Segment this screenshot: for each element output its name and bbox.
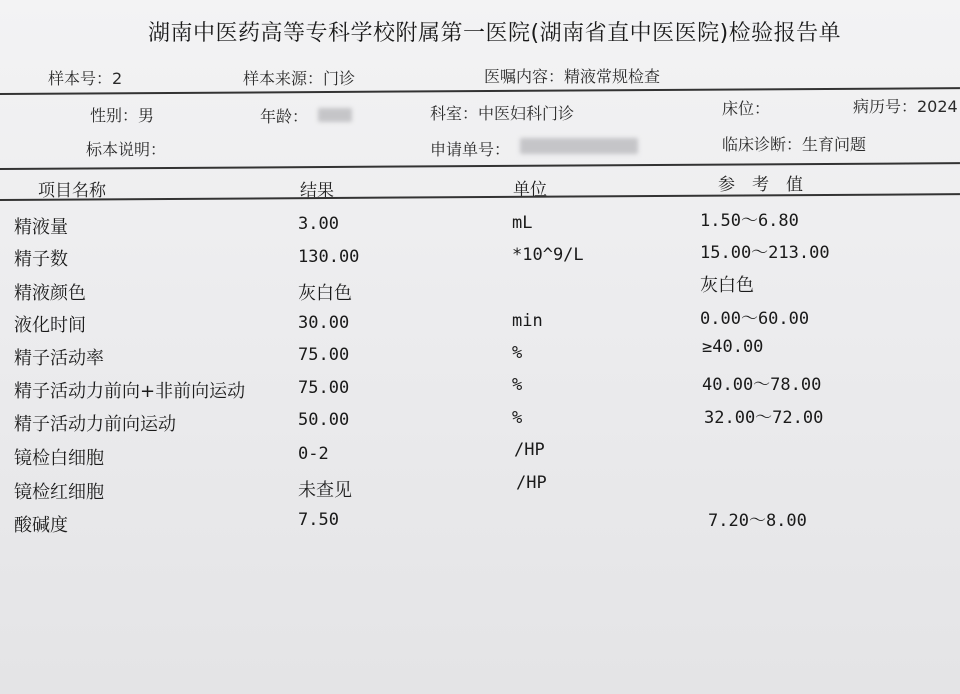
- column-header-item: 项目名称: [38, 181, 106, 201]
- row-unit: min: [512, 311, 543, 331]
- row-item-name: 精子数: [14, 249, 68, 270]
- row-unit: %: [512, 375, 523, 395]
- column-header-unit: 单位: [513, 180, 547, 200]
- row-result: 灰白色: [298, 283, 352, 304]
- order-content: 医嘱内容：精液常规检查: [484, 67, 661, 86]
- row-result: 75.00: [298, 378, 350, 398]
- report-title: 湖南中医药高等专科学校附属第一医院(湖南省直中医医院)检验报告单: [148, 21, 842, 46]
- row-reference: 32.00～72.00: [704, 408, 824, 428]
- row-result: 未查见: [298, 480, 352, 501]
- row-result: 30.00: [298, 313, 350, 333]
- row-unit: %: [512, 343, 523, 363]
- row-reference: 灰白色: [700, 275, 754, 296]
- row-item-name: 液化时间: [14, 315, 86, 336]
- row-result: 50.00: [298, 410, 350, 430]
- redacted-request-number: [520, 138, 638, 154]
- row-unit: mL: [512, 213, 533, 233]
- row-item-name: 精液量: [14, 217, 68, 238]
- table-header-divider: [0, 193, 960, 201]
- row-unit: /HP: [516, 473, 547, 493]
- row-result: 7.50: [298, 510, 339, 530]
- header-divider-top: [0, 87, 960, 95]
- row-item-name: 精液颜色: [14, 283, 86, 304]
- row-item-name: 精子活动力前向+非前向运动: [14, 381, 246, 402]
- row-reference: ≥40.00: [702, 337, 764, 357]
- row-unit: *10^9/L: [512, 245, 584, 265]
- redacted-age: [318, 108, 352, 122]
- row-result: 130.00: [298, 247, 360, 267]
- row-item-name: 酸碱度: [14, 515, 68, 536]
- department: 科室：中医妇科门诊: [430, 104, 575, 123]
- sample-source: 样本来源：门诊: [243, 69, 356, 88]
- bed-label: 床位：: [722, 99, 771, 118]
- medical-record-number: 病历号：2024: [853, 97, 958, 116]
- row-unit: %: [512, 408, 523, 428]
- row-reference: 15.00～213.00: [700, 243, 830, 263]
- patient-age-label: 年龄：: [260, 107, 309, 126]
- patient-gender: 性别：男: [90, 106, 155, 125]
- row-item-name: 镜检红细胞: [14, 482, 104, 503]
- row-reference: 0.00～60.00: [700, 309, 810, 329]
- column-header-result: 结果: [300, 181, 334, 201]
- row-result: 0-2: [298, 444, 329, 464]
- header-divider-bottom: [0, 162, 960, 170]
- row-reference: 1.50～6.80: [700, 211, 799, 231]
- row-reference: 7.20～8.00: [708, 511, 807, 531]
- row-item-name: 镜检白细胞: [14, 448, 104, 469]
- sample-number: 样本号：2: [48, 69, 123, 88]
- column-header-reference: 参 考 值: [718, 175, 803, 195]
- request-number-label: 申请单号：: [430, 140, 511, 159]
- clinical-diagnosis: 临床诊断：生育问题: [722, 135, 867, 154]
- specimen-note-label: 标本说明：: [86, 140, 167, 159]
- row-unit: /HP: [514, 440, 545, 460]
- row-result: 75.00: [298, 345, 350, 365]
- row-item-name: 精子活动率: [14, 348, 104, 369]
- row-reference: 40.00～78.00: [702, 375, 822, 395]
- row-item-name: 精子活动力前向运动: [14, 414, 176, 435]
- row-result: 3.00: [298, 214, 339, 234]
